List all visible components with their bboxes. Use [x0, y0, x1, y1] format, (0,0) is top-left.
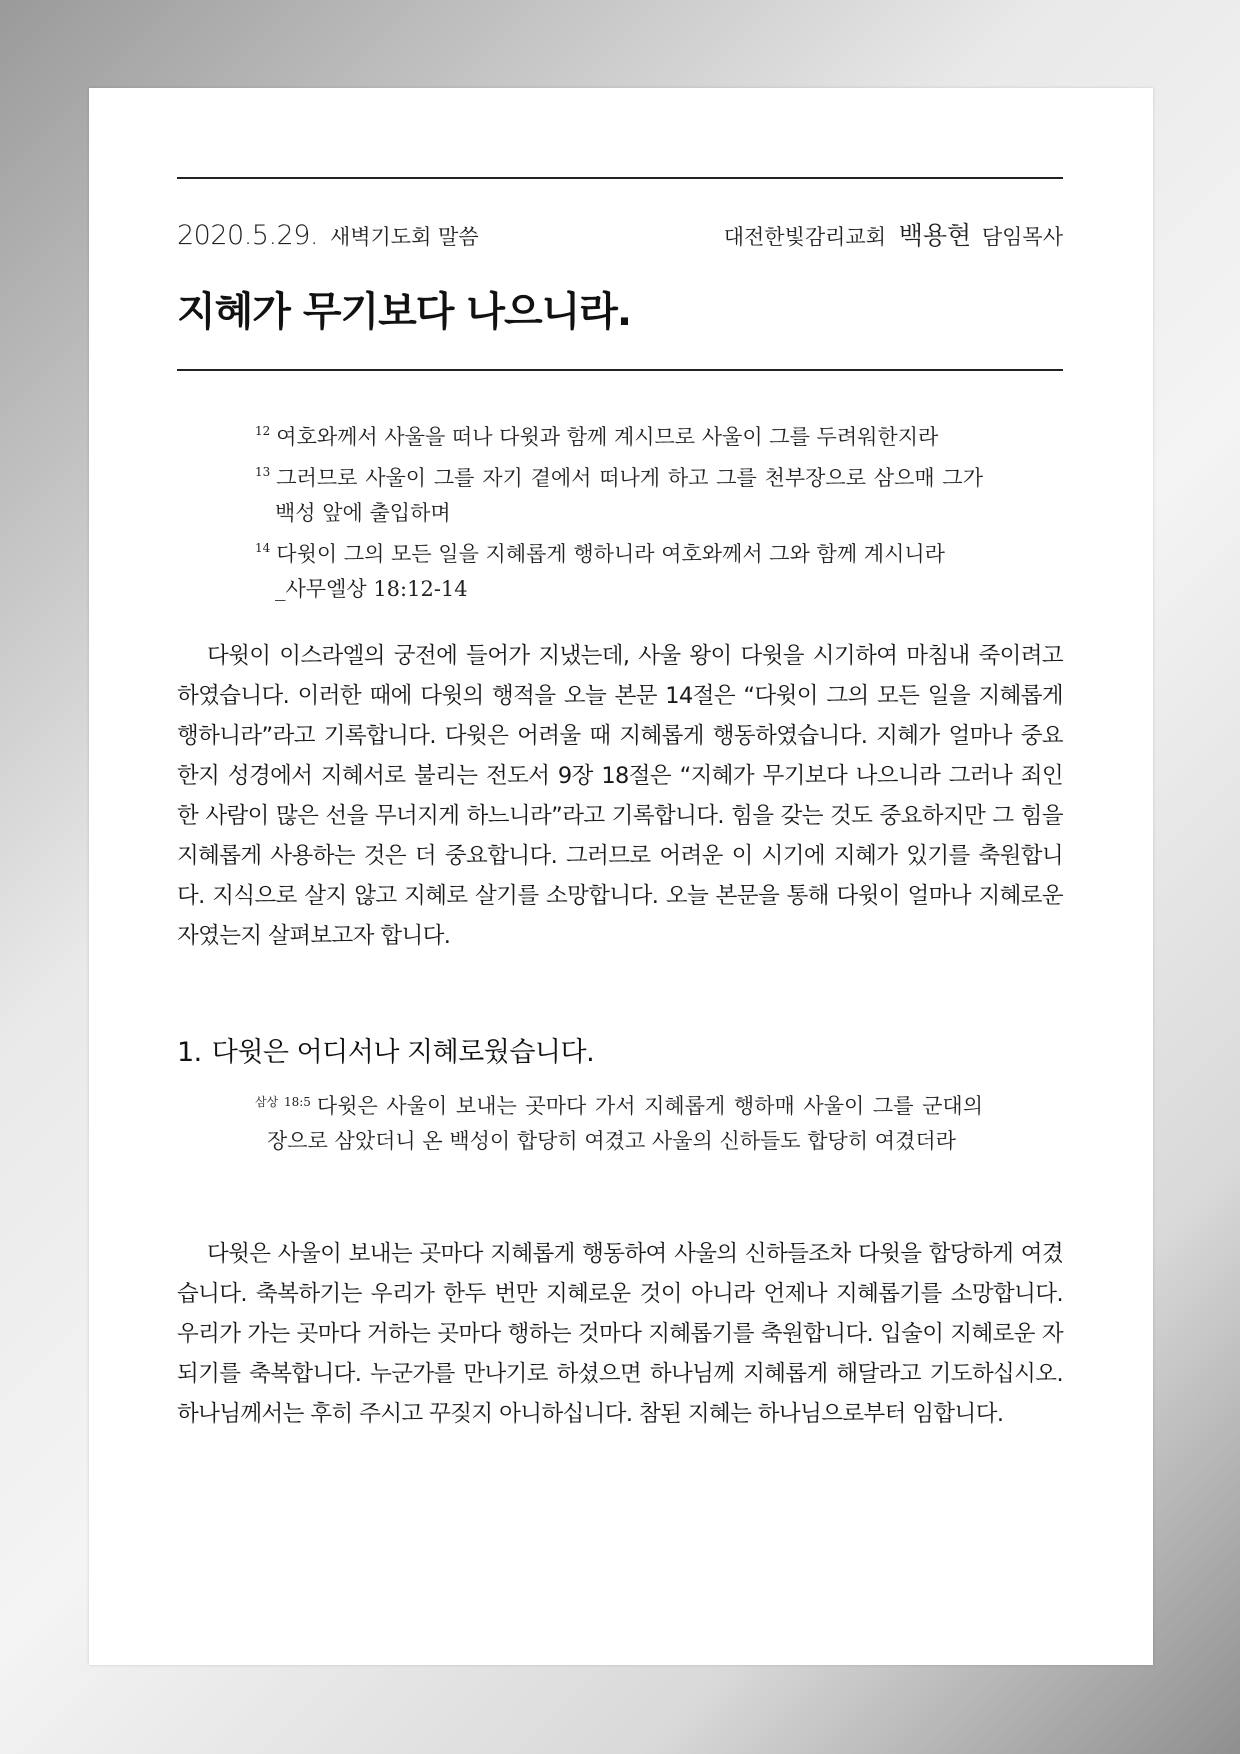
sermon-title: 지혜가 무기보다 나으니라.	[177, 289, 632, 335]
title-divider	[177, 369, 1063, 371]
section-heading	[177, 1030, 594, 1069]
section-title: 다윗은 어디서나 지혜로웠습니다.	[211, 1037, 595, 1068]
service-name: 새벽기도회 말씀	[329, 225, 479, 249]
verse-number: 12	[255, 424, 271, 438]
scripture-verse	[255, 1085, 983, 1159]
body-paragraph: 다윗이 이스라엘의 궁전에 들어가 지냈는데, 사울 왕이 다윗을 시기하여 마침내 죽이려고 하였습니다. 이러한 때에 다윗의 행적을 오늘 본문 14절은 “다윗이 그의 모든 일을 지혜롭게 행하니라”라고 기록합니다. 다윗은 어려울 때 지혜롭게 행동하였습니다. 지혜가 얼마나 중요한지 성경에서 지혜서로 불리는 전도서 9장 18절은 “지혜가 무기보다 나으니라 그러나 죄인 한 사람이 많은 선을 무너지게 하느니라”라고 기록합니다. 힘을 갖는 것도 중요하지만 그 힘을 지혜롭게 사용하는 것은 더 중요합니다. 그러므로 어려운 이 시기에 지혜가 있기를 축원합니다. 지식으로 살지 않고 지혜로 살기를 소망합니다. 오늘 본문을 통해 다윗이 얼마나 지혜로운 자였는지 살펴보고자 합니다.	[177, 643, 1063, 949]
pastor-name: 백용현	[898, 221, 972, 250]
section-number: 1.	[177, 1037, 202, 1068]
sermon-date: 2020.5.29.	[177, 220, 318, 251]
date-service-line	[177, 220, 479, 251]
scripture-verse	[255, 414, 983, 455]
verse-text: 여호와께서 사울을 떠나 다윗과 함께 계시므로 사울이 그를 두려워한지라	[276, 425, 939, 449]
document-page	[89, 88, 1153, 1665]
church-pastor-line	[724, 216, 1063, 252]
scripture-reference: 삼상 18:5	[255, 1095, 311, 1109]
verse-number: 14	[255, 541, 271, 555]
verse-text: 다윗이 그의 모든 일을 지혜롭게 행하니라 여호와께서 그와 함께 계시니라	[276, 542, 945, 566]
scripture-reference: _사무엘상 18:12-14	[275, 577, 468, 601]
verse-number: 13	[255, 465, 271, 479]
verse-text: 다윗은 사울이 보내는 곳마다 가서 지혜롭게 행하매 사울이 그를 군대의 장으로 삼았더니 온 백성이 합당히 여겼고 사울의 신하들도 합당히 여겼더라	[267, 1094, 983, 1153]
scripture-verse	[255, 531, 983, 572]
church-name: 대전한빛감리교회	[723, 225, 887, 249]
section-scripture	[255, 1085, 983, 1159]
sermon-header	[177, 216, 1063, 250]
pastor-role: 담임목사	[981, 225, 1063, 249]
verse-text: 그러므로 사울이 그를 자기 곁에서 떠나게 하고 그를 천부장으로 삼으매 그가 백성 앞에 출입하며	[275, 466, 983, 525]
scripture-passage	[255, 414, 983, 607]
scripture-verse	[255, 455, 983, 531]
body-paragraph: 다윗은 사울이 보내는 곳마다 지혜롭게 행동하여 사울의 신하들조차 다윗을 합당하게 여겼습니다. 축복하기는 우리가 한두 번만 지혜로운 것이 아니라 언제나 지혜롭기를 소망합니다. 우리가 가는 곳마다 거하는 곳마다 행하는 것마다 지혜롭기를 축원합니다. 입술이 지혜로운 자 되기를 축복합니다. 누군가를 만나기로 하셨으면 하나님께 지혜롭게 해달라고 기도하십시오. 하나님께서는 후히 주시고 꾸짖지 아니하십니다. 참된 지혜는 하나님으로부터 임합니다.	[177, 1241, 1063, 1427]
top-divider	[177, 177, 1063, 179]
